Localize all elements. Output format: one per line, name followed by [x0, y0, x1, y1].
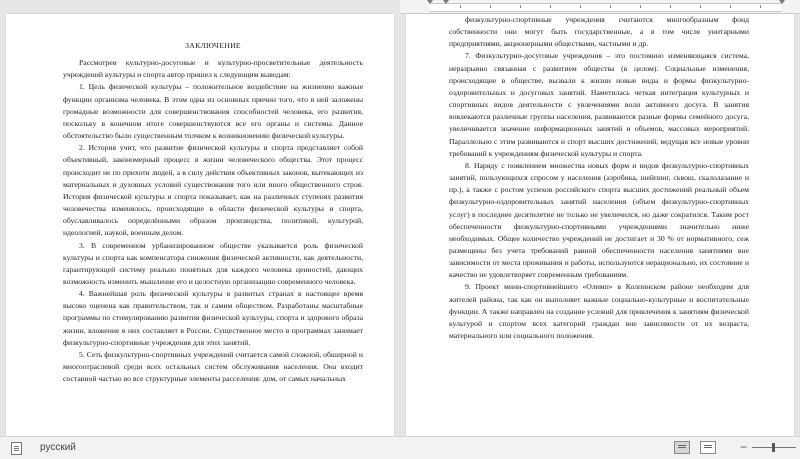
- paragraph-4: 4. Важнейшая роль физической культуры в развитых странах в настоящее время высоко оценена как правительством, так и самим обществом. Разработаны масштабные программы по стимулированию развития физической культуры, спорта и здорового образа жизни, вложение в них составляет в России. Существенное место в программах занимает физкультурно-спортивные учреждения для этих занятий.: [63, 289, 363, 347]
- paragraph-1: 1. Цель физической культуры – положительное воздействие на жизненно важные функции организма человека. В этом одна из основных причин того, что в ней заложены громадные возможности для совершенствования способностей человека, его развития, поскольку в конечном итоге совершенствуются все его органы и системы. Данное обстоятельство было существенным толчком к возникновению физической культуры.: [63, 82, 363, 141]
- paragraph-5: 5. Сеть физкультурно-спортивных учреждений считается самой сложной, обширной и многоотраслевой среди всех остальных систем обслуживания населения. Она входит составной частью во все структурные элементы расселения: дом, от самых начальных: [63, 349, 363, 384]
- paragraph-2: 2. История учит, что развитие физической культуры и спорта представляет собой объективный, закономерный процесс в жизни человеческого общества. Этот процесс происходит не по прихоти людей, а в силу действия объективных законов, вытекающих из материальных и духовных условий существования того или иного общественного строя. История физической культуры и спорта показывает, как на различных ступенях развития человечества изменялось, происходящие в области физической культуры и спорта, обуславливалось определёнными образом производства, политикой, культурой, идеологией, наукой, военным делом.: [63, 143, 363, 238]
- paragraph-7: 7. Физкультурно-досуговые учреждения – это постоянно изменяющаяся система, неразрывно связанная с развитием общества (в целом). Социальные изменения, происходящие в обществе, вызвали к жизни новые виды и формы физкультурно-оздоровительных и досуговых занятий. Наметилась четкая интеграция культурных и спортивных видов деятельности с увлечениями воли активного досуга. В занятия вовлекаются различные группы населения, развиваются разные формы семейного досуга, увеличивается значение информационных занятий и объемов, массовых мероприятий. Параллельно с этим развиваются и спорт высших достижений, ведущая все новые уровни требований к учреждениям физической культуры и спорта.: [449, 51, 749, 158]
- ruler-tick: [490, 5, 491, 8]
- web-layout-view-button[interactable]: [700, 441, 716, 454]
- right-indent-marker[interactable]: [779, 0, 785, 4]
- ruler-tick: [640, 5, 641, 8]
- page-body[interactable]: [63, 40, 363, 385]
- page-body[interactable]: [449, 14, 749, 342]
- ruler-tick: [550, 5, 551, 8]
- ruler-tick: [730, 5, 731, 8]
- first-line-indent-marker[interactable]: [443, 0, 449, 4]
- paragraph-intro: Рассмотрев культурно-досуговые и культурно-просветительные деятельность учреждений культуры и спорта автор пришел к следующим выводам:: [63, 58, 363, 80]
- paragraph-3: 3. В современном урбанизированном обществе указывается роль физической культуры и спорта как компенсатора снижения физической активности, как деятельности, гарантирующей систему реально понятных для каждого человека ценностей, дающих возможность изменить мышление его и целостную организацию современного человека.: [63, 240, 363, 286]
- left-indent-marker[interactable]: [427, 0, 433, 4]
- paragraph-5-continued: физкультурно-спортивные учреждения считаются многообразным фонд собственности они могут быть государственные, а в том числе унитарными предприятиями, акционерными обществами, частными и др.: [449, 15, 749, 49]
- status-bar: [0, 436, 800, 459]
- language-indicator[interactable]: русский: [40, 442, 76, 453]
- zoom-out-button[interactable]: −: [740, 440, 748, 454]
- ruler-tick: [670, 5, 671, 8]
- document-check-icon[interactable]: [11, 442, 22, 455]
- horizontal-ruler[interactable]: [400, 0, 800, 14]
- document-page-right[interactable]: [406, 14, 794, 436]
- ruler-tick: [760, 5, 761, 8]
- ruler-tick: [700, 5, 701, 8]
- ruler-tick: [460, 5, 461, 8]
- zoom-slider-thumb[interactable]: [772, 443, 775, 452]
- document-title: ЗАКЛЮЧЕНИЕ: [185, 41, 241, 50]
- paragraph-8: 8. Наряду с появлением множества новых форм и видов физкультурно-спортивных занятий, пользующихся спросом у населения (аэробика, шейпинг, сквош, скалолазание и пр.), а также с ростом успехов российского спорта высших достижений реальный объем физкультурно-оздоровительных занятий населения (объем физкультурно-спортивных услуг) в последнее десятилетие не только не увеличился, но даже сократился. Таким рост обеспеченности физкультурно-спортивными учреждениями значительно ниже необходимых. Общее количество учреждений не достигает и 30 % от нормативного, сеж размещены без учета требований равной обеспеченности населения занятиями вне зависимости от места проживания и работы, используются нерационально, их состояние и качество не удовлетворяет современным требованиям.: [449, 160, 749, 280]
- ruler-tick: [610, 5, 611, 8]
- print-layout-view-button[interactable]: [674, 441, 690, 454]
- ruler-tick: [580, 5, 581, 8]
- view-buttons: [674, 441, 722, 459]
- paragraph-9: 9. Проект мини-спортивнейшего «Олимп» в Колпинском районе необходим для жителей района, так как он выполняет важные социально-культурные и воспитательные функции. А также направлен на создание условий для привлечения к занятиям физической культурой и спортом всех категорий граждан вне зависимости от их возраста, материального или социального положения.: [449, 282, 749, 341]
- document-page-left[interactable]: [6, 14, 394, 436]
- ruler-tick: [520, 5, 521, 8]
